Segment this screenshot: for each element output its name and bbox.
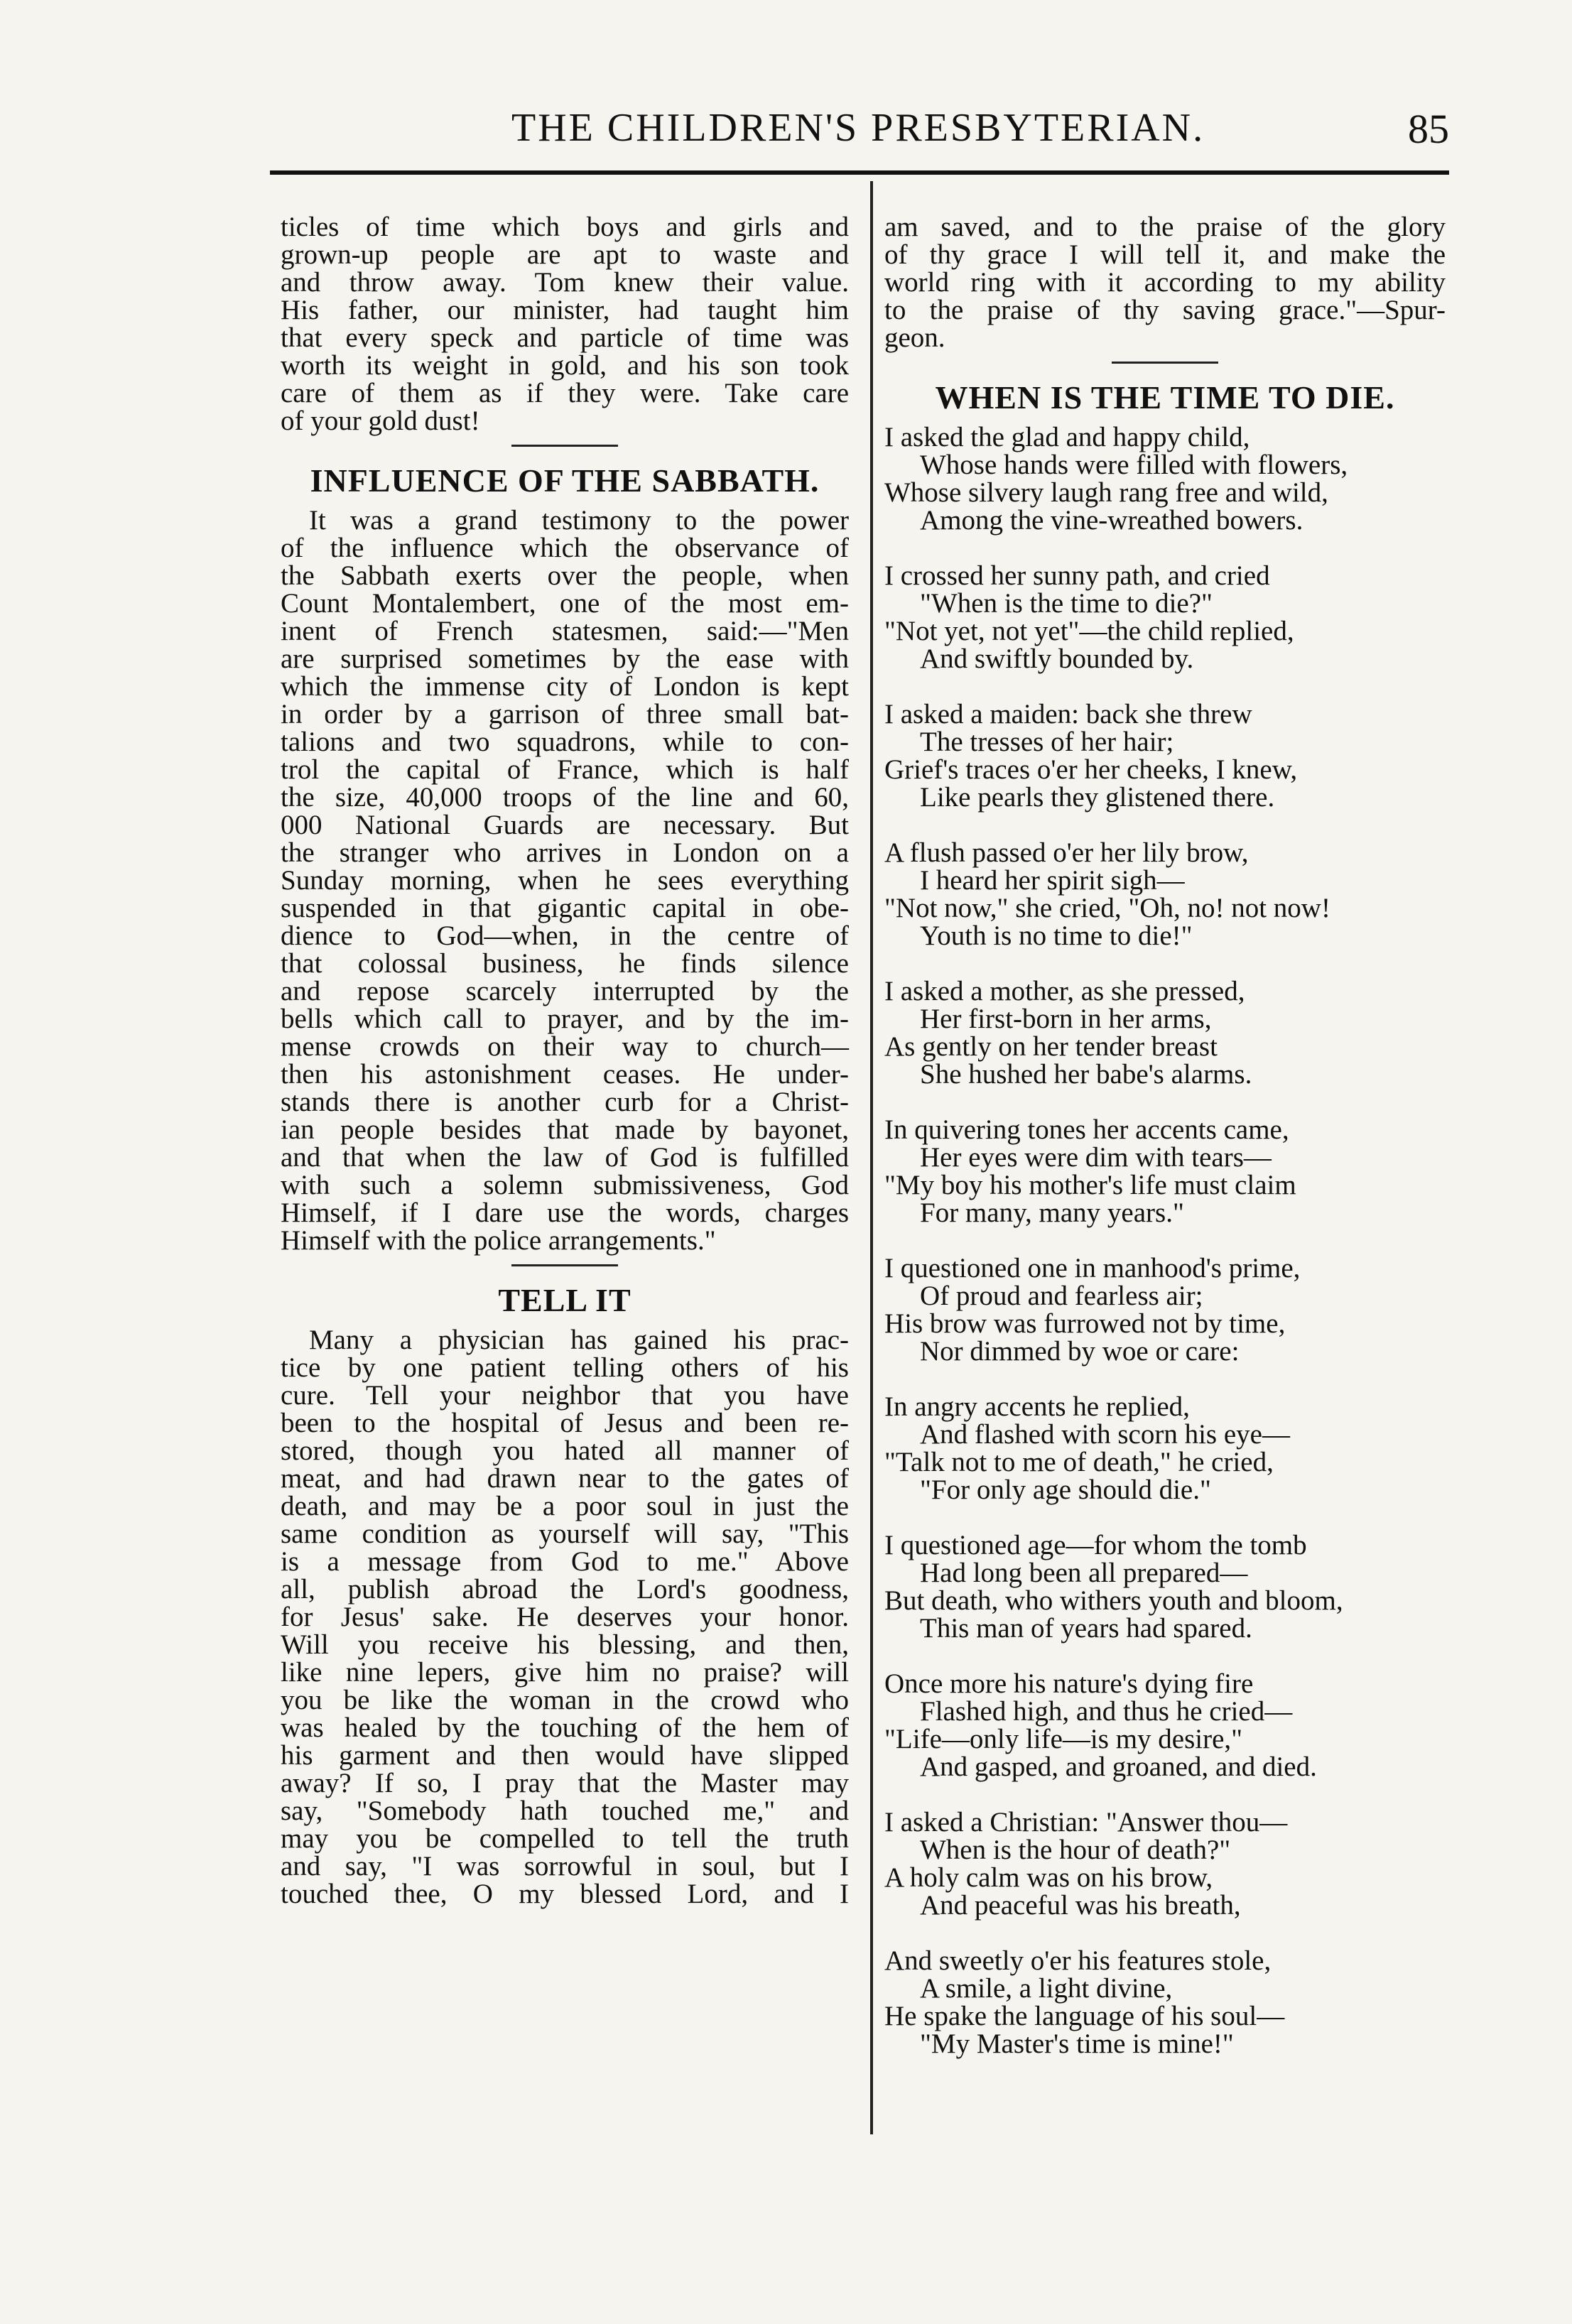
left-column — [281, 213, 849, 1908]
text-line: tice by one patient telling others of his — [281, 1352, 849, 1383]
page-number: 85 — [1408, 106, 1449, 152]
poem-stanza — [884, 562, 1446, 673]
verse-line: His brow was furrowed not by time, — [884, 1308, 1286, 1339]
section-separator — [511, 1264, 618, 1266]
section-separator — [511, 445, 618, 447]
text-line: cure. Tell your neighbor that you have — [281, 1380, 849, 1411]
verse-line: Nor dimmed by woe or care: — [920, 1336, 1240, 1367]
verse-line: "My boy his mother's life must claim — [884, 1170, 1296, 1200]
verse-line: And flashed with scorn his eye— — [920, 1419, 1290, 1450]
text-line: geon. — [884, 322, 945, 353]
poem-stanza — [884, 1254, 1446, 1365]
text-line: like nine lepers, give him no praise? will — [281, 1657, 849, 1688]
text-line: ian people besides that made by bayonet, — [281, 1114, 849, 1145]
verse-line: Whose hands were filled with flowers, — [920, 450, 1348, 480]
text-line: his garment and then would have slipped — [281, 1740, 849, 1771]
text-line: Many a physician has gained his prac- — [309, 1325, 849, 1355]
text-line: meat, and had drawn near to the gates of — [281, 1463, 849, 1494]
text-line: 000 National Guards are necessary. But — [281, 810, 849, 840]
text-line: Count Montalembert, one of the most em- — [281, 588, 849, 619]
verse-line: And gasped, and groaned, and died. — [920, 1752, 1317, 1782]
text-line: of your gold dust! — [281, 406, 480, 436]
verse-line: Among the vine-wreathed bowers. — [920, 505, 1303, 536]
verse-line: This man of years had spared. — [920, 1613, 1252, 1644]
text-line: say, "Somebody hath touched me," and — [281, 1796, 849, 1826]
text-line: with such a solemn submissiveness, God — [281, 1170, 849, 1200]
text-line: for Jesus' sake. He deserves your honor. — [281, 1602, 849, 1632]
text-line: ticles of time which boys and girls and — [281, 212, 849, 242]
text-line: the stranger who arrives in London on a — [281, 837, 849, 868]
text-line: Sunday morning, when he sees everything — [281, 865, 849, 896]
poem-heading: WHEN IS THE TIME TO DIE. — [935, 379, 1395, 416]
verse-line: And sweetly o'er his features stole, — [884, 1945, 1272, 1976]
intro-paragraph — [281, 213, 849, 435]
text-line: care of them as if they were. Take care — [281, 378, 849, 408]
text-line: touched thee, O my blessed Lord, and I — [281, 1879, 849, 1909]
poem-stanza — [884, 839, 1446, 950]
text-line: and that when the law of God is fulfilled — [281, 1142, 849, 1173]
verse-line: Like pearls they glistened there. — [920, 782, 1275, 813]
text-line: that every speck and particle of time was — [281, 322, 849, 353]
text-line: that colossal business, he finds silence — [281, 948, 849, 979]
verse-line: I asked the glad and happy child, — [884, 422, 1250, 452]
text-line: suspended in that gigantic capital in obe- — [281, 893, 849, 923]
verse-line: When is the hour of death?" — [920, 1835, 1231, 1865]
text-line: are surprised sometimes by the ease with — [281, 644, 849, 674]
article-heading: TELL IT — [498, 1282, 631, 1318]
text-line: same condition as yourself will say, "This — [281, 1519, 849, 1549]
verse-line: And swiftly bounded by. — [920, 644, 1194, 674]
verse-line: Her eyes were dim with tears— — [920, 1142, 1272, 1173]
poem-stanza — [884, 700, 1446, 811]
text-line: bells which call to prayer, and by the im- — [281, 1004, 849, 1034]
text-line: may you be compelled to tell the truth — [281, 1823, 849, 1854]
text-line: of thy grace I will tell it, and make the — [884, 239, 1446, 270]
verse-line: For many, many years." — [920, 1198, 1184, 1228]
verse-line: Flashed high, and thus he cried— — [920, 1696, 1293, 1727]
verse-line: In quivering tones her accents came, — [884, 1114, 1289, 1145]
verse-line: I asked a maiden: back she threw — [884, 699, 1252, 729]
verse-line: Her first-born in her arms, — [920, 1004, 1212, 1034]
section-separator — [1112, 362, 1218, 364]
verse-line: "When is the time to die?" — [920, 588, 1213, 619]
verse-line: "My Master's time is mine!" — [920, 2029, 1234, 2059]
verse-line: "Life—only life—is my desire," — [884, 1724, 1243, 1754]
verse-line: A flush passed o'er her lily brow, — [884, 837, 1249, 868]
text-line: which the immense city of London is kept — [281, 671, 849, 702]
text-line: then his astonishment ceases. He under- — [281, 1059, 849, 1090]
verse-line: I questioned one in manhood's prime, — [884, 1253, 1301, 1283]
text-line: dience to God—when, in the centre of — [281, 921, 849, 951]
verse-line: He spake the language of his soul— — [884, 2001, 1285, 2031]
verse-line: In angry accents he replied, — [884, 1391, 1190, 1422]
article-body — [281, 506, 849, 1254]
text-line: mense crowds on their way to church— — [281, 1031, 849, 1062]
verse-line: She hushed her babe's alarms. — [920, 1059, 1252, 1090]
text-line: worth its weight in gold, and his son took — [281, 350, 849, 381]
right-column — [884, 213, 1446, 2058]
text-line: am saved, and to the praise of the glory — [884, 212, 1446, 242]
text-line: is a message from God to me." Above — [281, 1546, 849, 1577]
verse-line: Once more his nature's dying fire — [884, 1668, 1254, 1699]
verse-line: "For only age should die." — [920, 1475, 1211, 1505]
verse-line: Whose silvery laugh rang free and wild, — [884, 477, 1328, 508]
verse-line: A holy calm was on his brow, — [884, 1862, 1213, 1893]
text-line: and repose scarcely interrupted by the — [281, 976, 849, 1006]
verse-line: Had long been all prepared— — [920, 1558, 1248, 1588]
verse-line: I asked a mother, as she pressed, — [884, 976, 1245, 1006]
text-line: and say, "I was sorrowful in soul, but I — [281, 1851, 849, 1882]
text-line: It was a grand testimony to the power — [309, 505, 849, 536]
verse-line: But death, who withers youth and bloom, — [884, 1585, 1343, 1616]
poem-body — [884, 423, 1446, 2058]
verse-line: I crossed her sunny path, and cried — [884, 560, 1270, 591]
verse-line: I heard her spirit sigh— — [920, 865, 1185, 896]
text-line: Will you receive his blessing, and then, — [281, 1629, 849, 1660]
text-line: Himself with the police arrangements." — [281, 1225, 716, 1256]
text-line: of the influence which the observance of — [281, 533, 849, 563]
text-line: and throw away. Tom knew their value. — [281, 267, 849, 298]
poem-stanza — [884, 1531, 1446, 1642]
text-line: inent of French statesmen, said:—"Men — [281, 616, 849, 646]
poem-stanza — [884, 1393, 1446, 1504]
text-line: talions and two squadrons, while to con- — [281, 727, 849, 757]
text-line: the size, 40,000 troops of the line and 60, — [281, 782, 849, 813]
publication-title: THE CHILDREN'S PRESBYTERIAN. — [511, 106, 1205, 150]
page-header — [270, 105, 1449, 162]
text-line: grown-up people are apt to waste and — [281, 239, 849, 270]
text-line: all, publish abroad the Lord's goodness, — [281, 1574, 849, 1604]
continuation-paragraph — [884, 213, 1446, 352]
verse-line: The tresses of her hair; — [920, 727, 1174, 757]
poem-stanza — [884, 1116, 1446, 1227]
poem-stanza — [884, 977, 1446, 1088]
verse-line: I asked a Christian: "Answer thou— — [884, 1807, 1288, 1837]
text-line: been to the hospital of Jesus and been re- — [281, 1408, 849, 1438]
text-line: you be like the woman in the crowd who — [281, 1685, 849, 1715]
text-line: stored, though you hated all manner of — [281, 1435, 849, 1466]
text-line: Himself, if I dare use the words, charges — [281, 1198, 849, 1228]
verse-line: As gently on her tender breast — [884, 1031, 1218, 1062]
article-heading: INFLUENCE OF THE SABBATH. — [310, 462, 820, 499]
text-line: His father, our minister, had taught him — [281, 295, 849, 325]
text-line: the Sabbath exerts over the people, when — [281, 560, 849, 591]
verse-line: Youth is no time to die!" — [920, 921, 1193, 951]
text-line: to the praise of thy saving grace."—Spur- — [884, 295, 1446, 325]
verse-line: Grief's traces o'er her cheeks, I knew, — [884, 754, 1298, 785]
verse-line: Of proud and fearless air; — [920, 1281, 1203, 1311]
text-line: away? If so, I pray that the Master may — [281, 1768, 849, 1798]
text-line: stands there is another curb for a Christ- — [281, 1087, 849, 1117]
poem-stanza — [884, 1947, 1446, 2058]
text-line: in order by a garrison of three small bat- — [281, 699, 849, 729]
column-divider — [870, 181, 873, 2134]
header-rule — [270, 170, 1449, 175]
verse-line: "Talk not to me of death," he cried, — [884, 1447, 1274, 1477]
verse-line: And peaceful was his breath, — [920, 1890, 1241, 1921]
article-body — [281, 1326, 849, 1908]
verse-line: "Not now," she cried, "Oh, no! not now! — [884, 893, 1330, 923]
text-line: trol the capital of France, which is half — [281, 754, 849, 785]
verse-line: I questioned age—for whom the tomb — [884, 1530, 1307, 1560]
text-line: death, and may be a poor soul in just the — [281, 1491, 849, 1521]
text-line: world ring with it according to my ability — [884, 267, 1446, 298]
poem-stanza — [884, 423, 1446, 534]
verse-line: "Not yet, not yet"—the child replied, — [884, 616, 1294, 646]
verse-line: A smile, a light divine, — [920, 1973, 1173, 2004]
poem-stanza — [884, 1808, 1446, 1919]
text-line: was healed by the touching of the hem of — [281, 1712, 849, 1743]
poem-stanza — [884, 1670, 1446, 1781]
